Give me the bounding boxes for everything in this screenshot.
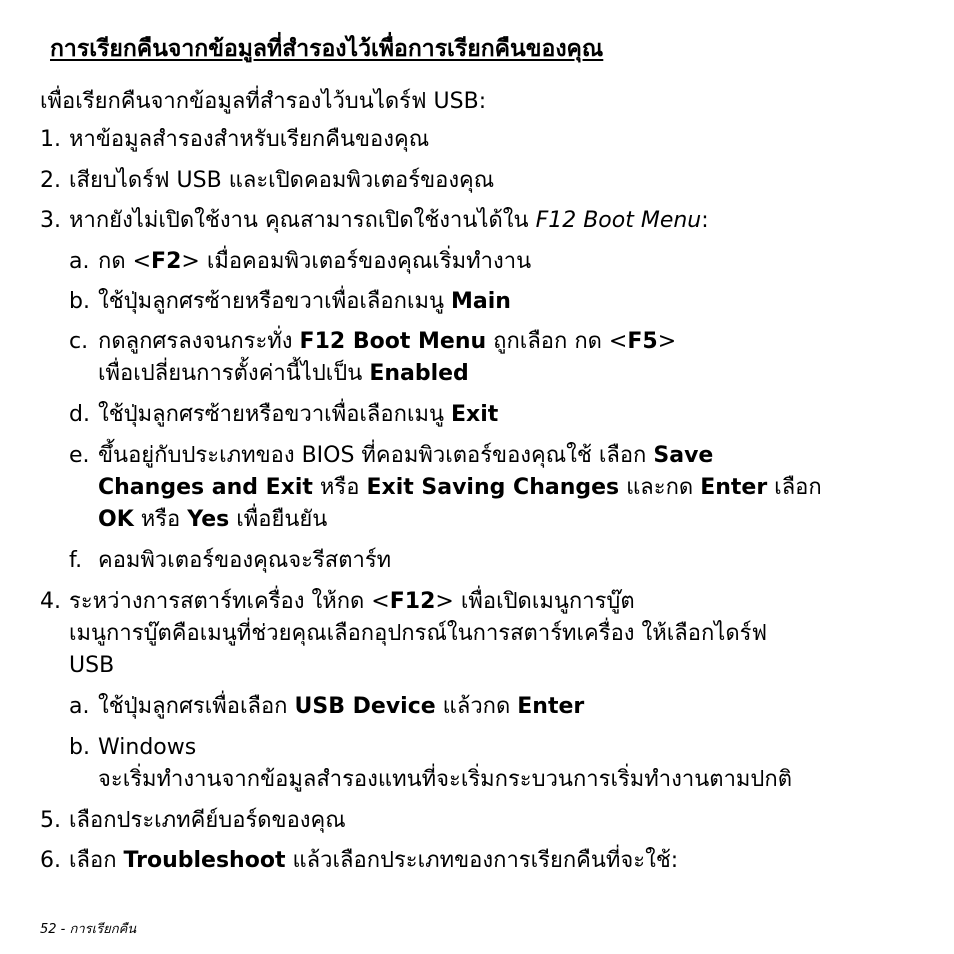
step-3e-continued-2: OK หรือ Yes เพื่อยืนยัน: [98, 507, 328, 532]
step-number: 3.: [40, 208, 61, 233]
menu-name: F12 Boot Menu: [299, 329, 487, 354]
substep-letter: c.: [69, 329, 89, 354]
substep-letter: a.: [69, 694, 90, 719]
option-name: Save: [653, 443, 714, 468]
step-3a: a. กด <F2> เมื่อคอมพิวเตอร์ของคุณเริ่มทำงาน: [69, 246, 531, 278]
step-3d: d. ใช้ปุ่มลูกศรซ้ายหรือขวาเพื่อเลือกเมนู Exit: [69, 399, 498, 431]
step-3b: b. ใช้ปุ่มลูกศรซ้ายหรือขวาเพื่อเลือกเมนู Main: [69, 286, 511, 318]
substep-letter: a.: [69, 249, 90, 274]
step-number: 4.: [40, 589, 61, 614]
page-footer: 52 - การเรียกคืน: [40, 922, 137, 937]
step-3c: c. กดลูกศรลงจนกระทั่ง F12 Boot Menu ถูกเลือก กด <F5>: [69, 326, 676, 358]
step-4-continued-2: USB: [69, 653, 115, 678]
key-name: F2: [151, 249, 182, 274]
setting-value: Enabled: [369, 361, 469, 386]
menu-name: Main: [451, 289, 511, 314]
substep-letter: b.: [69, 735, 90, 760]
substep-letter: b.: [69, 289, 90, 314]
key-name: Enter: [700, 475, 768, 500]
option-name: Troubleshoot: [123, 848, 286, 873]
step-3e: e. ขึ้นอยู่กับประเภทของ BIOS ที่คอมพิวเตอร์ของคุณใช้ เลือก Save: [69, 440, 713, 472]
substep-letter: e.: [69, 443, 90, 468]
step-3f: f. คอมพิวเตอร์ของคุณจะรีสตาร์ท: [69, 545, 391, 577]
step-number: 5.: [40, 808, 61, 833]
step-3c-continued: เพื่อเปลี่ยนการตั้งค่านี้ไปเป็น Enabled: [98, 361, 469, 386]
option-name: Exit Saving Changes: [366, 475, 620, 500]
step-3e-continued: Changes and Exit หรือ Exit Saving Changes และกด Enter เลือก: [98, 475, 822, 500]
substep-letter: d.: [69, 402, 90, 427]
step-6: 6. เลือก Troubleshoot แล้วเลือกประเภทของการเรียกคืนที่จะใช้:: [40, 845, 678, 877]
section-heading: การเรียกคืนจากข้อมูลที่สำรองไว้เพื่อการเรียกคืนของคุณ: [50, 36, 604, 62]
step-number: 1.: [40, 127, 61, 152]
step-4b: b. Windows: [69, 732, 196, 764]
menu-name: Exit: [451, 402, 499, 427]
step-4b-continued: จะเริ่มทำงานจากข้อมูลสำรองแทนที่จะเริ่มกระบวนการเริ่มทำงานตามปกติ: [98, 767, 792, 792]
step-number: 6.: [40, 848, 61, 873]
step-1: 1. หาข้อมูลสำรองสำหรับเรียกคืนของคุณ: [40, 124, 429, 156]
boot-menu-name: F12 Boot Menu: [535, 208, 702, 233]
intro-text: เพื่อเรียกคืนจากข้อมูลที่สำรองไว้บนไดร์ฟ USB:: [40, 89, 487, 114]
option-name: OK: [98, 507, 134, 532]
step-5: 5. เลือกประเภทคีย์บอร์ดของคุณ: [40, 805, 346, 837]
option-name: Changes and Exit: [98, 475, 313, 500]
step-2: 2. เสียบไดร์ฟ USB และเปิดคอมพิวเตอร์ของคุณ: [40, 165, 494, 197]
option-name: Yes: [187, 507, 230, 532]
option-name: USB Device: [294, 694, 436, 719]
step-4: 4. ระหว่างการสตาร์ทเครื่อง ให้กด <F12> เพื่อเปิดเมนูการบู๊ต: [40, 586, 635, 618]
key-name: F5: [627, 329, 658, 354]
step-4-continued: เมนูการบู๊ตคือเมนูที่ช่วยคุณเลือกอุปกรณ์ในการสตาร์ทเครื่อง ให้เลือกไดร์ฟ: [69, 621, 768, 646]
step-4a: a. ใช้ปุ่มลูกศรเพื่อเลือก USB Device แล้วกด Enter: [69, 691, 584, 723]
substep-letter: f.: [69, 548, 83, 573]
step-number: 2.: [40, 168, 61, 193]
key-name: Enter: [517, 694, 585, 719]
key-name: F12: [389, 589, 436, 614]
step-3: 3. หากยังไม่เปิดใช้งาน คุณสามารถเปิดใช้งานได้ใน F12 Boot Menu:: [40, 205, 709, 237]
